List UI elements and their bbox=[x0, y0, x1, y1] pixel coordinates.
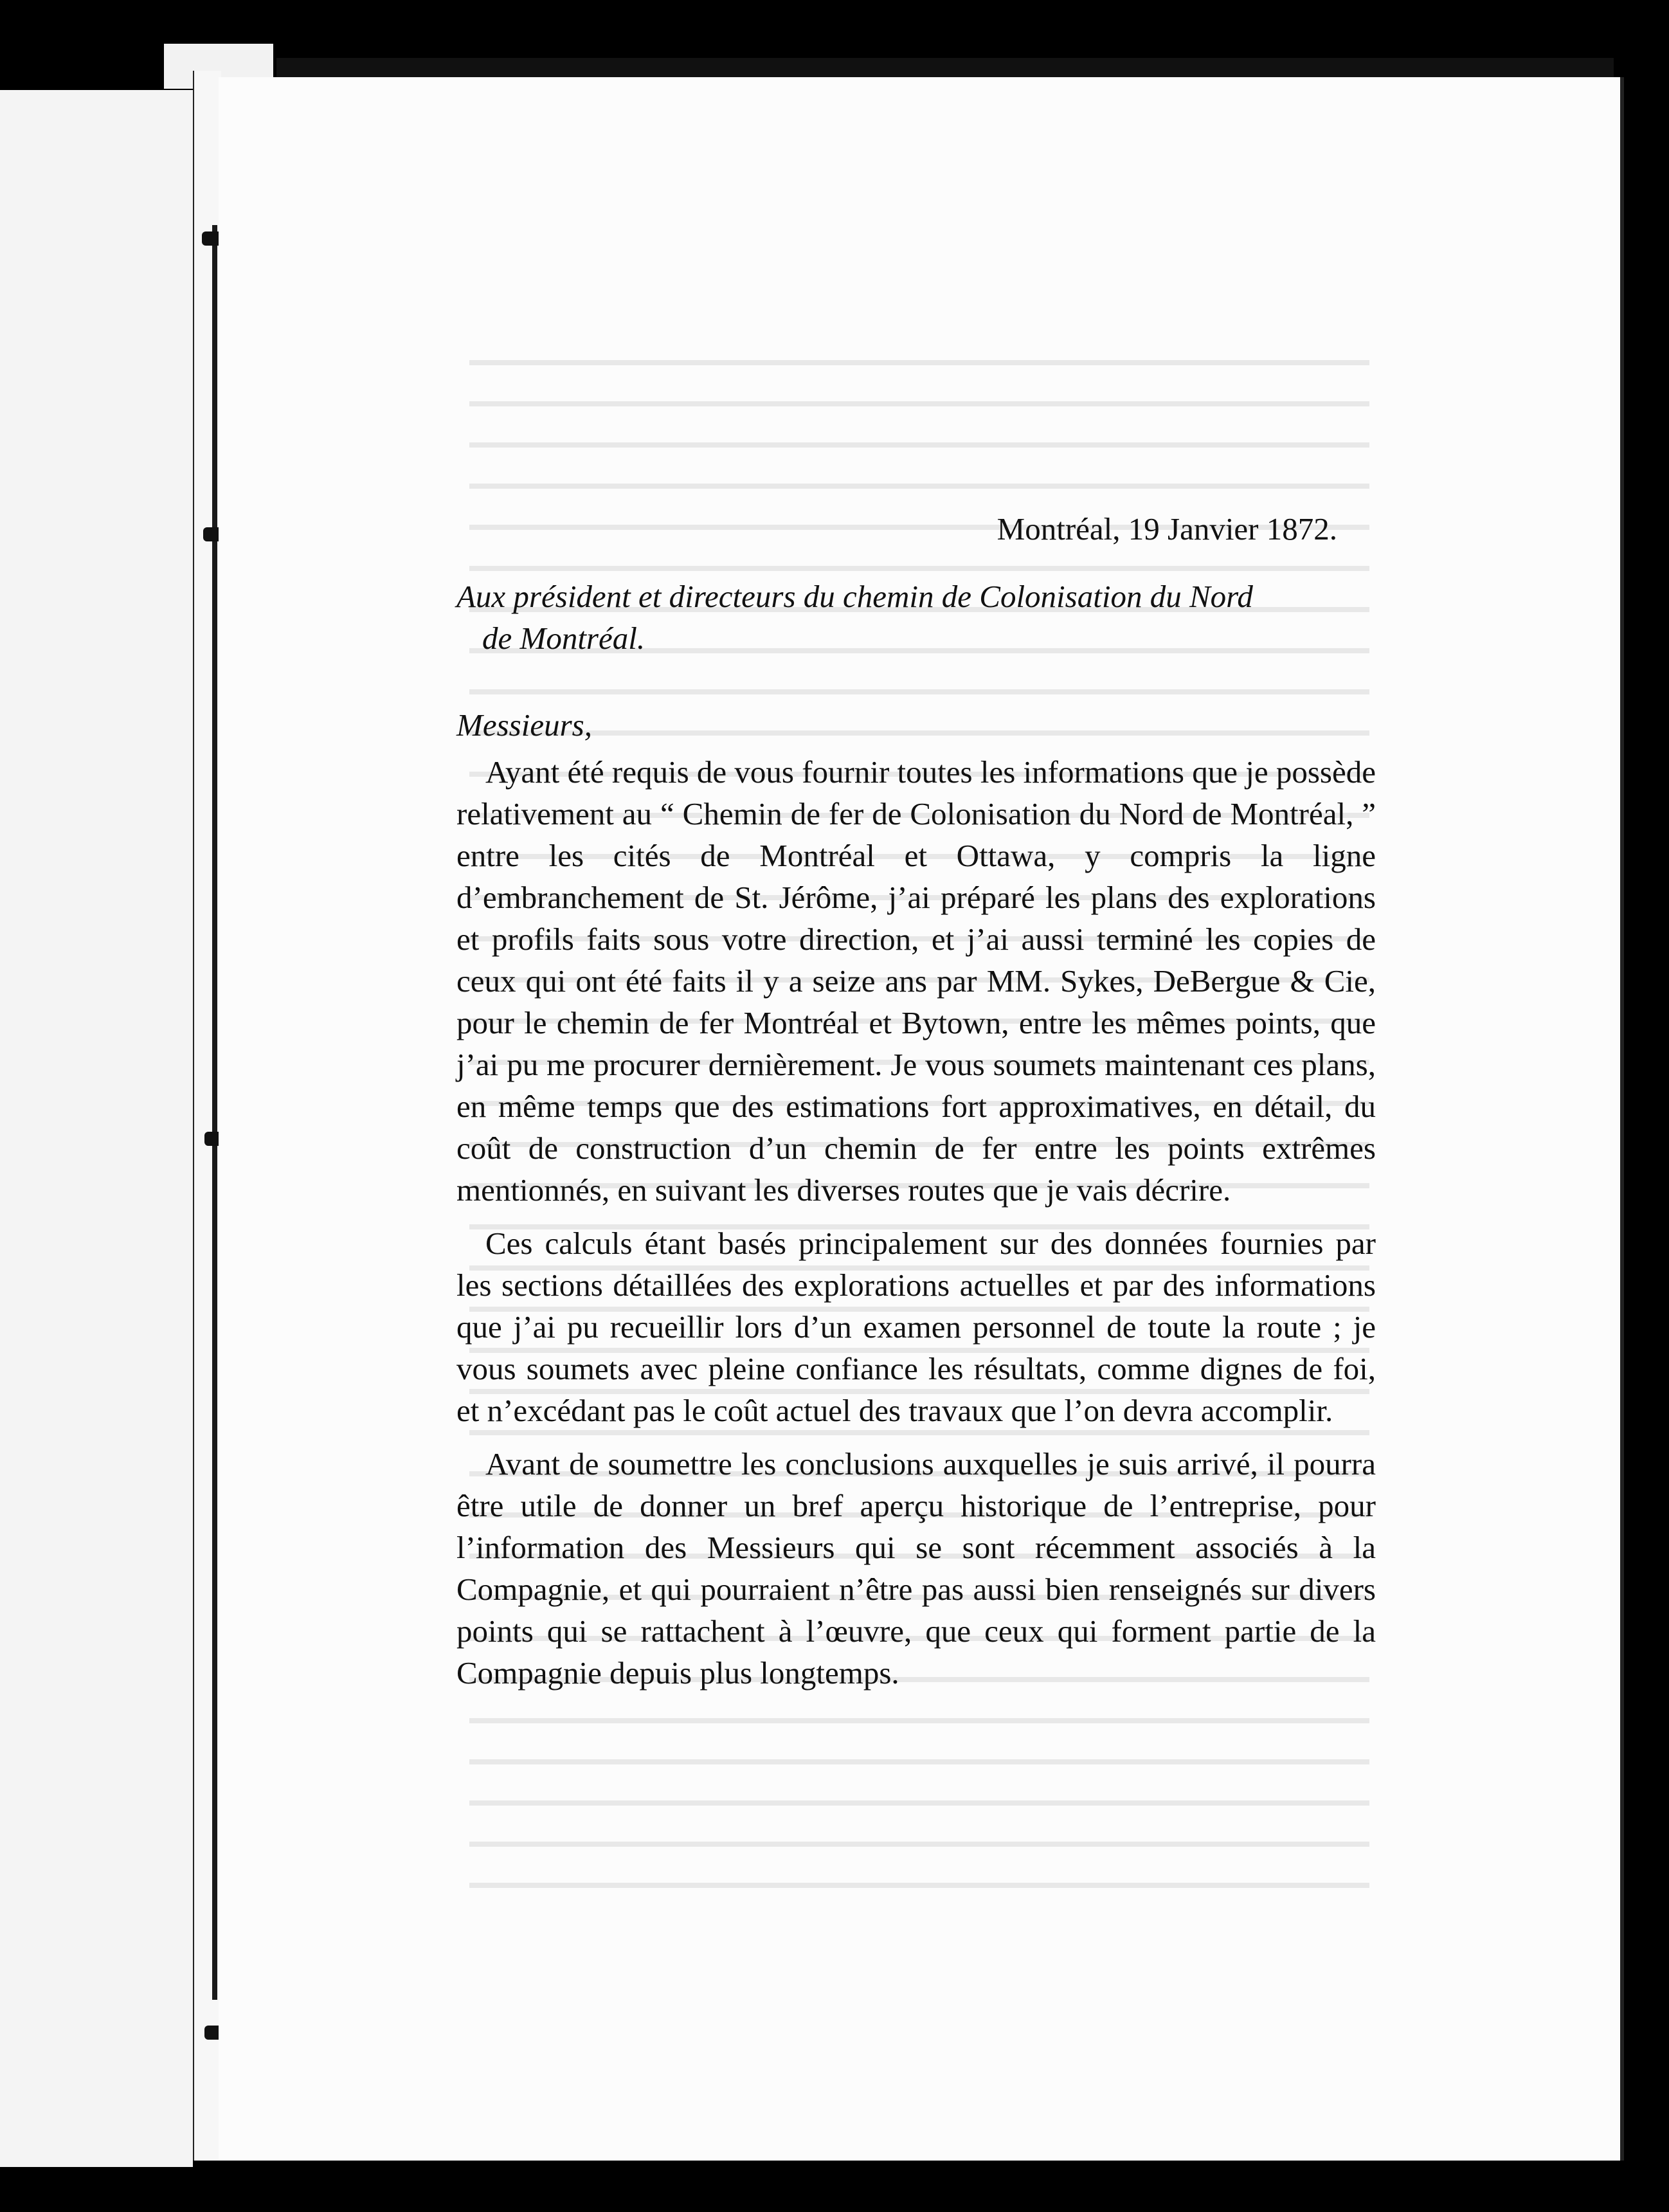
page-top-edge bbox=[276, 58, 1614, 77]
address-line: Aux président et directeurs du chemin de Colonisation du Nord bbox=[456, 579, 1253, 614]
body-paragraph: Ces calculs étant basés principalement sur des données fournies par les sections détaillées des explorations actuelles et par des informations que j’ai pu recueillir lors d’un examen personnel de toute la route ; je vous soumets avec pleine confiance les résultats, comme dignes de foi, et n’excédant pas le coût actuel des travaux que l’on devra accomplir. bbox=[456, 1226, 1376, 1428]
letter-salutation: Messieurs, bbox=[456, 707, 592, 743]
binding-thread bbox=[212, 225, 217, 2000]
address-line: de Montréal. bbox=[482, 621, 645, 656]
letter-date: Montréal, 19 Janvier 1872. bbox=[997, 511, 1337, 547]
letter-body bbox=[456, 508, 1376, 1705]
body-paragraph: Avant de soumettre les conclusions auxquelles je suis arrivé, il pourra être utile de donner un bref aperçu historique de l’entreprise, pour l’information des Messieurs qui se sont récemment associés à la Compagnie, et qui pourraient n’être pas aussi bien renseignés sur divers points qui se rattachent à l’œuvre, que ceux qui forment partie de la Compagnie depuis plus longtemps. bbox=[456, 1446, 1376, 1691]
previous-leaf-edge bbox=[0, 90, 193, 2167]
body-paragraph: Ayant été requis de vous fournir toutes les informations que je possède relativement au “ Chemin de fer de Colonisation du Nord de Montréal, ” entre les cités de Montréal et Ottawa, y compris la ligne d’embranchement de St. Jérôme, j’ai préparé les plans des explorations et profils faits sous votre direction, et j’ai aussi terminé les copies de ceux qui ont été faits il y a seize ans par MM. Sykes, DeBergue & Cie, pour le chemin de fer Montréal et Bytown, entre les mêmes points, que j’ai pu me procurer dernièrement. Je vous soumets maintenant ces plans, en même temps que des estimations fort approximatives, en détail, du coût de construction d’un chemin de fer entre les points extrêmes mentionnés, en suivant les diverses routes que je vais décrire. bbox=[456, 754, 1376, 1208]
letter-address bbox=[456, 576, 1376, 659]
